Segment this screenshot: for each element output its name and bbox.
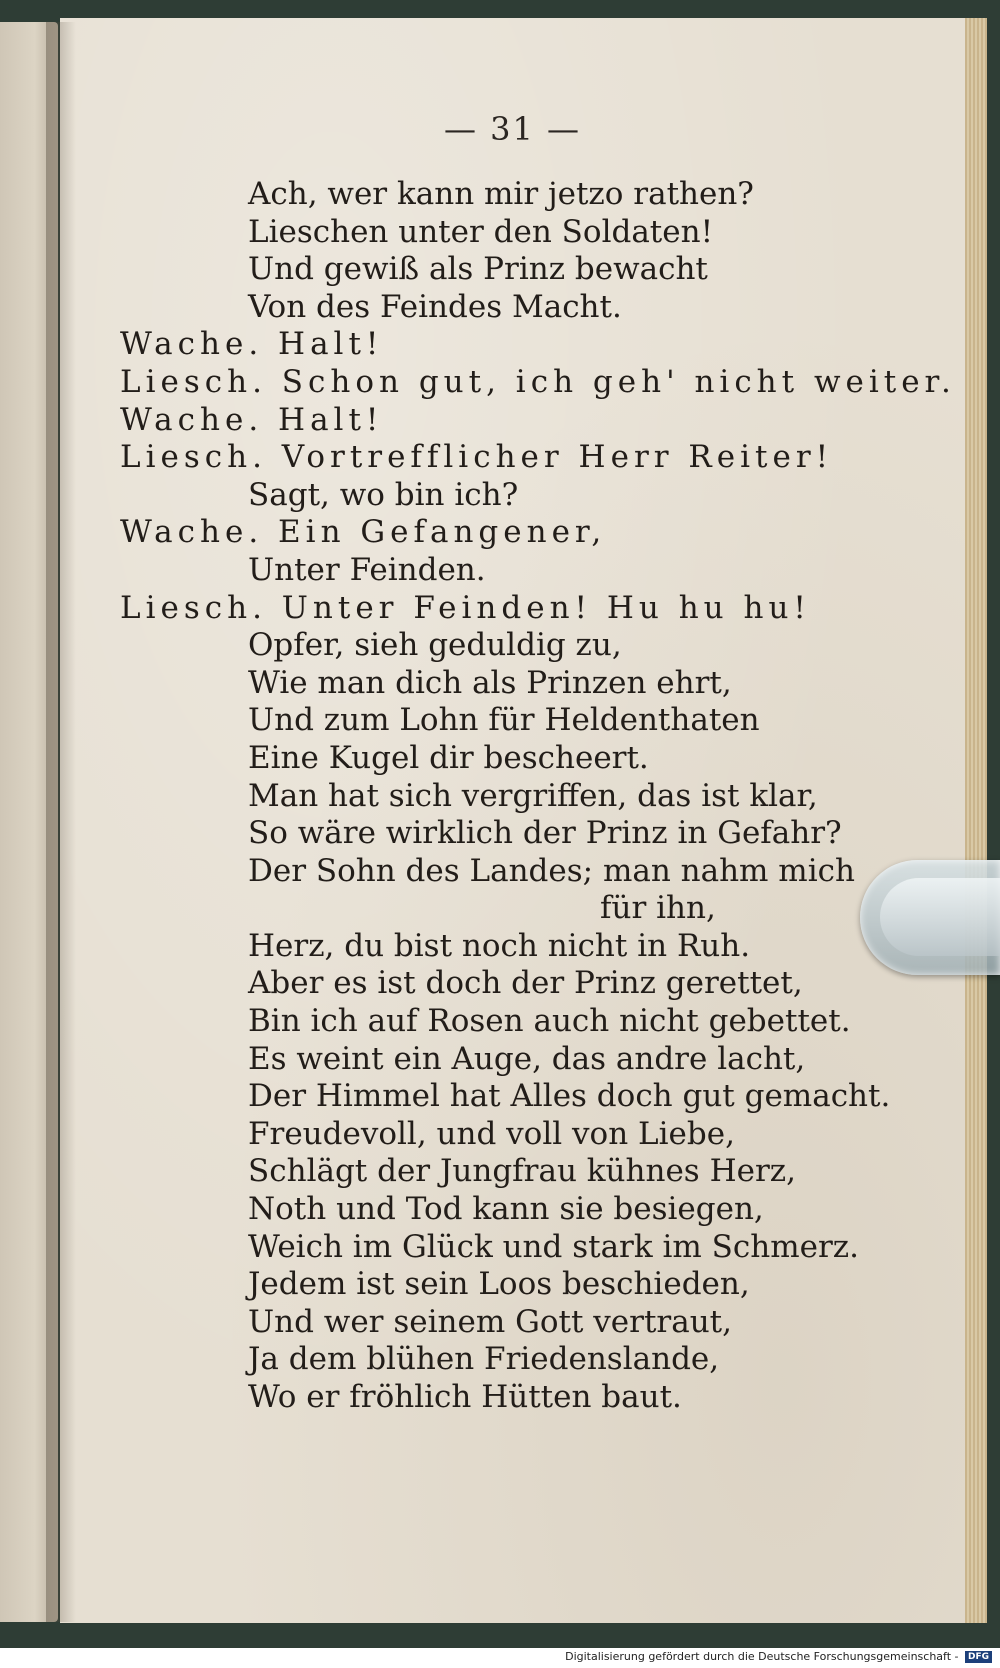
- verse-text: [120, 176, 956, 1417]
- speaker-line: Liesch. Schon gut, ich geh' nicht weiter.: [120, 363, 956, 400]
- speaker-line: Wache. Halt!: [120, 326, 384, 363]
- verse-line: Wo er fröhlich Hütten baut.: [248, 1379, 682, 1415]
- verse-line: Der Himmel hat Alles doch gut gemacht.: [248, 1078, 891, 1115]
- footer-credit-text: Digitalisierung gefördert durch die Deutsche Forschungsgemeinschaft -: [565, 1650, 959, 1663]
- verse-line: Wie man dich als Prinzen ehrt,: [248, 664, 732, 701]
- speaker-line: Wache. Ein Gefangener,: [120, 514, 607, 551]
- speaker-line: Liesch. Unter Feinden! Hu hu hu!: [120, 589, 811, 626]
- verse-line: Weich im Glück und stark im Schmerz.: [248, 1228, 859, 1265]
- verse-line: Ja dem blühen Friedenslande,: [248, 1341, 720, 1378]
- page-number: — 31 —: [443, 110, 582, 148]
- verse-line: Sagt, wo bin ich?: [248, 476, 519, 513]
- verse-line: Freudevoll, und voll von Liebe,: [248, 1115, 735, 1152]
- verse-line: Man hat sich vergriffen, das ist klar,: [248, 777, 818, 814]
- verse-line: Schlägt der Jungfrau kühnes Herz,: [248, 1153, 796, 1190]
- page-stack-edge: [965, 18, 987, 1623]
- verse-line: Und zum Lohn für Heldenthaten: [248, 702, 760, 739]
- verse-line: Und wer seinem Gott vertraut,: [248, 1303, 732, 1340]
- verse-line: Jedem ist sein Loos beschieden,: [248, 1266, 750, 1303]
- dfg-logo: DFG: [965, 1651, 992, 1663]
- verse-line: Lieschen unter den Soldaten!: [248, 213, 714, 250]
- verse-line: So wäre wirklich der Prinz in Gefahr?: [248, 815, 842, 852]
- verse-line: Es weint ein Auge, das andre lacht,: [248, 1040, 806, 1077]
- book-page: [60, 18, 965, 1623]
- verse-line: Noth und Tod kann sie besiegen,: [248, 1191, 764, 1228]
- speaker-line: Liesch. Vortrefflicher Herr Reiter!: [120, 439, 834, 476]
- verse-line: Der Sohn des Landes; man nahm mich: [248, 852, 855, 889]
- verse-line: Opfer, sieh geduldig zu,: [248, 627, 622, 664]
- verse-line: Unter Feinden.: [248, 551, 486, 588]
- gutter-shadow: [46, 22, 76, 1622]
- footer-credit: [565, 1650, 992, 1663]
- verse-line: Und gewiß als Prinz bewacht: [248, 251, 708, 288]
- page-clip-highlight: [880, 878, 1000, 956]
- verse-line: Herz, du bist noch nicht in Ruh.: [248, 927, 751, 964]
- verse-line: Eine Kugel dir bescheert.: [248, 739, 649, 776]
- verse-line: Ach, wer kann mir jetzo rathen?: [248, 176, 754, 212]
- speaker-line: Wache. Halt!: [120, 401, 384, 438]
- verse-line: für ihn,: [600, 890, 716, 927]
- verse-line: Bin ich auf Rosen auch nicht gebettet.: [248, 1003, 851, 1040]
- verse-line: Aber es ist doch der Prinz gerettet,: [248, 965, 803, 1002]
- verse-line: Von des Feindes Macht.: [248, 288, 622, 325]
- page-clip: [860, 860, 1000, 975]
